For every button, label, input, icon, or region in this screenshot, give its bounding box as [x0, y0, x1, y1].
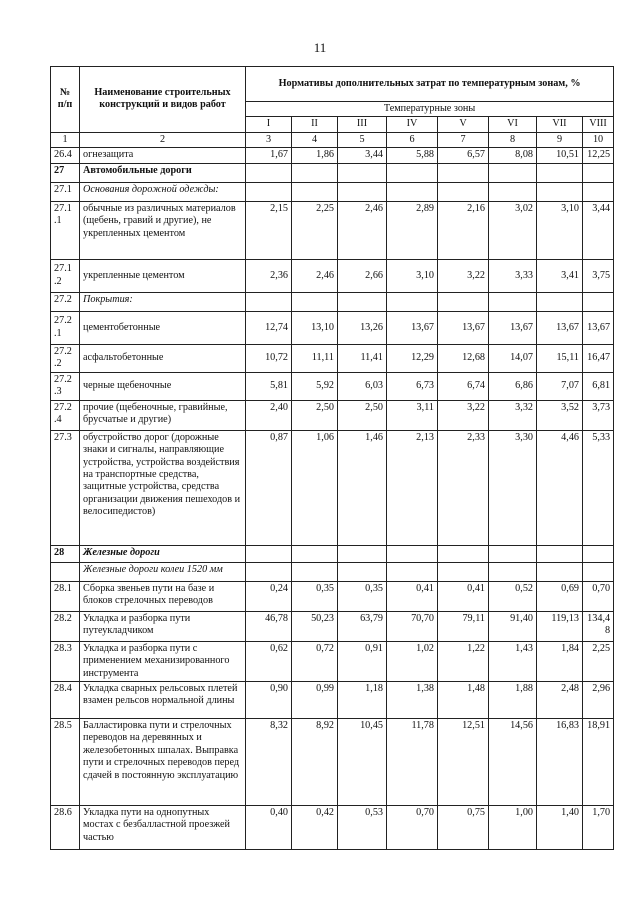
row-value-zone-3: 0,53 — [338, 805, 387, 849]
empty-cell — [246, 182, 292, 201]
row-value-zone-6: 0,52 — [489, 581, 537, 611]
row-name: Железные дороги — [80, 545, 246, 562]
row-value-zone-4: 1,38 — [387, 681, 438, 718]
row-value-zone-8: 2,25 — [583, 641, 614, 681]
row-value-zone-6: 3,33 — [489, 259, 537, 292]
row-value-zone-8: 134,4 8 — [583, 611, 614, 641]
row-value-zone-4: 1,02 — [387, 641, 438, 681]
row-code: 27.2 .3 — [51, 372, 80, 400]
row-value-zone-6: 1,00 — [489, 805, 537, 849]
row-value-zone-1: 0,90 — [246, 681, 292, 718]
row-value-zone-3: 3,44 — [338, 148, 387, 163]
row-value-zone-6: 13,67 — [489, 311, 537, 344]
row-value-zone-5: 2,16 — [438, 201, 489, 259]
row-value-zone-4: 3,11 — [387, 400, 438, 430]
row-value-zone-4: 0,41 — [387, 581, 438, 611]
row-name: Основания дорожной одежды: — [80, 182, 246, 201]
row-value-zone-6: 91,40 — [489, 611, 537, 641]
empty-cell — [387, 163, 438, 182]
row-code: 27.1 — [51, 182, 80, 201]
row-value-zone-1: 0,87 — [246, 430, 292, 545]
row-value-zone-4: 0,70 — [387, 805, 438, 849]
row-name: цементобетонные — [80, 311, 246, 344]
row-value-zone-6: 14,07 — [489, 344, 537, 372]
empty-cell — [338, 545, 387, 562]
row-value-zone-1: 1,67 — [246, 148, 292, 163]
row-value-zone-4: 3,10 — [387, 259, 438, 292]
row-value-zone-2: 0,42 — [292, 805, 338, 849]
row-value-zone-1: 12,74 — [246, 311, 292, 344]
row-value-zone-8: 3,44 — [583, 201, 614, 259]
row-value-zone-3: 13,26 — [338, 311, 387, 344]
empty-cell — [387, 562, 438, 581]
row-value-zone-1: 0,62 — [246, 641, 292, 681]
row-name: Железные дороги колеи 1520 мм — [80, 562, 246, 581]
row-value-zone-2: 0,99 — [292, 681, 338, 718]
row-value-zone-4: 13,67 — [387, 311, 438, 344]
row-value-zone-2: 13,10 — [292, 311, 338, 344]
table-row — [51, 641, 614, 681]
row-value-zone-5: 1,48 — [438, 681, 489, 718]
empty-cell — [338, 292, 387, 311]
row-value-zone-8: 16,47 — [583, 344, 614, 372]
empty-cell — [338, 562, 387, 581]
norms-table — [50, 66, 614, 850]
row-value-zone-4: 70,70 — [387, 611, 438, 641]
zone-header-5: V — [438, 117, 489, 132]
row-code: 28 — [51, 545, 80, 562]
row-name: Укладка сварных рельсовых плетей взамен рельсов нормальной длины — [80, 681, 246, 718]
row-value-zone-1: 2,15 — [246, 201, 292, 259]
row-value-zone-7: 3,41 — [537, 259, 583, 292]
row-value-zone-6: 3,32 — [489, 400, 537, 430]
row-value-zone-3: 6,03 — [338, 372, 387, 400]
empty-cell — [292, 182, 338, 201]
table-row — [51, 372, 614, 400]
row-value-zone-6: 1,88 — [489, 681, 537, 718]
row-value-zone-5: 13,67 — [438, 311, 489, 344]
table-row — [51, 581, 614, 611]
page-number: 11 — [313, 40, 327, 55]
row-value-zone-3: 11,41 — [338, 344, 387, 372]
row-value-zone-8: 3,73 — [583, 400, 614, 430]
row-value-zone-3: 2,46 — [338, 201, 387, 259]
empty-cell — [438, 292, 489, 311]
row-value-zone-7: 16,83 — [537, 718, 583, 805]
row-value-zone-8: 1,70 — [583, 805, 614, 849]
row-value-zone-3: 1,46 — [338, 430, 387, 545]
column-number-9: 9 — [537, 132, 583, 147]
zone-header-4: IV — [387, 117, 438, 132]
row-name: Сборка звеньев пути на базе и блоков стрелочных переводов — [80, 581, 246, 611]
row-value-zone-7: 13,67 — [537, 311, 583, 344]
row-value-zone-2: 0,72 — [292, 641, 338, 681]
row-value-zone-4: 12,29 — [387, 344, 438, 372]
row-value-zone-5: 0,41 — [438, 581, 489, 611]
empty-cell — [387, 545, 438, 562]
table-row — [51, 805, 614, 849]
column-number-3: 3 — [246, 132, 292, 147]
row-code — [51, 562, 80, 581]
row-name: Балластировка пути и стрелочных переводов на деревянных и железобетонных шпалах. Выправка пути и стрелочных переводов перед сдачей в постоянную эксплуатацию — [80, 718, 246, 805]
empty-cell — [489, 562, 537, 581]
empty-cell — [246, 562, 292, 581]
empty-cell — [387, 182, 438, 201]
row-value-zone-5: 1,22 — [438, 641, 489, 681]
row-value-zone-7: 3,10 — [537, 201, 583, 259]
row-code: 27 — [51, 163, 80, 182]
table-row — [51, 681, 614, 718]
row-value-zone-6: 14,56 — [489, 718, 537, 805]
row-code: 27.1 .1 — [51, 201, 80, 259]
row-value-zone-2: 2,25 — [292, 201, 338, 259]
row-value-zone-5: 3,22 — [438, 400, 489, 430]
row-value-zone-5: 0,75 — [438, 805, 489, 849]
row-value-zone-6: 8,08 — [489, 148, 537, 163]
row-value-zone-7: 1,84 — [537, 641, 583, 681]
row-value-zone-5: 6,57 — [438, 148, 489, 163]
row-value-zone-8: 12,25 — [583, 148, 614, 163]
row-name: Автомобильные дороги — [80, 163, 246, 182]
empty-cell — [583, 163, 614, 182]
row-value-zone-7: 10,51 — [537, 148, 583, 163]
row-value-zone-8: 0,70 — [583, 581, 614, 611]
row-value-zone-8: 3,75 — [583, 259, 614, 292]
row-value-zone-2: 8,92 — [292, 718, 338, 805]
column-number-7: 7 — [438, 132, 489, 147]
zone-header-8: VIII — [583, 117, 614, 132]
row-code: 27.2 .2 — [51, 344, 80, 372]
column-number-6: 6 — [387, 132, 438, 147]
row-value-zone-5: 3,22 — [438, 259, 489, 292]
row-value-zone-6: 1,43 — [489, 641, 537, 681]
row-value-zone-5: 12,68 — [438, 344, 489, 372]
row-name: Укладка и разборка пути путеукладчиком — [80, 611, 246, 641]
row-value-zone-3: 0,35 — [338, 581, 387, 611]
row-code: 28.1 — [51, 581, 80, 611]
row-value-zone-1: 0,40 — [246, 805, 292, 849]
table-row — [51, 259, 614, 292]
row-code: 28.3 — [51, 641, 80, 681]
empty-cell — [438, 562, 489, 581]
table-row — [51, 400, 614, 430]
row-code: 28.6 — [51, 805, 80, 849]
header-norms: Нормативы дополнительных затрат по температурным зонам, % — [246, 67, 614, 102]
header-column-numbers — [51, 132, 614, 147]
row-value-zone-7: 2,48 — [537, 681, 583, 718]
row-value-zone-4: 11,78 — [387, 718, 438, 805]
empty-cell — [537, 545, 583, 562]
row-name: огнезащита — [80, 148, 246, 163]
column-number-10: 10 — [583, 132, 614, 147]
row-code: 27.2 .1 — [51, 311, 80, 344]
empty-cell — [489, 292, 537, 311]
row-value-zone-5: 6,74 — [438, 372, 489, 400]
row-value-zone-1: 46,78 — [246, 611, 292, 641]
column-number-1: 1 — [51, 132, 80, 147]
row-value-zone-1: 0,24 — [246, 581, 292, 611]
row-value-zone-8: 6,81 — [583, 372, 614, 400]
row-value-zone-7: 4,46 — [537, 430, 583, 545]
row-value-zone-5: 12,51 — [438, 718, 489, 805]
row-value-zone-3: 0,91 — [338, 641, 387, 681]
row-value-zone-2: 2,46 — [292, 259, 338, 292]
table-body — [51, 148, 614, 850]
row-value-zone-8: 5,33 — [583, 430, 614, 545]
row-value-zone-3: 10,45 — [338, 718, 387, 805]
row-name: черные щебеночные — [80, 372, 246, 400]
table-row — [51, 182, 614, 201]
column-number-2: 2 — [80, 132, 246, 147]
empty-cell — [438, 163, 489, 182]
empty-cell — [489, 182, 537, 201]
empty-cell — [489, 163, 537, 182]
row-code: 27.2 .4 — [51, 400, 80, 430]
row-value-zone-2: 1,06 — [292, 430, 338, 545]
row-value-zone-4: 5,88 — [387, 148, 438, 163]
empty-cell — [292, 545, 338, 562]
empty-cell — [583, 182, 614, 201]
header-name: Наименование строительных конструкций и видов работ — [80, 67, 246, 133]
empty-cell — [338, 182, 387, 201]
row-code: 27.2 — [51, 292, 80, 311]
row-name: Покрытия: — [80, 292, 246, 311]
column-number-5: 5 — [338, 132, 387, 147]
table-row — [51, 430, 614, 545]
row-code: 27.3 — [51, 430, 80, 545]
table-row — [51, 718, 614, 805]
row-name: укрепленные цементом — [80, 259, 246, 292]
empty-cell — [537, 163, 583, 182]
row-value-zone-2: 5,92 — [292, 372, 338, 400]
row-value-zone-1: 2,40 — [246, 400, 292, 430]
zone-header-3: III — [338, 117, 387, 132]
row-code: 26.4 — [51, 148, 80, 163]
row-value-zone-1: 5,81 — [246, 372, 292, 400]
row-value-zone-6: 3,30 — [489, 430, 537, 545]
empty-cell — [246, 545, 292, 562]
row-code: 27.1 .2 — [51, 259, 80, 292]
empty-cell — [489, 545, 537, 562]
row-value-zone-2: 11,11 — [292, 344, 338, 372]
table-row — [51, 344, 614, 372]
empty-cell — [537, 562, 583, 581]
empty-cell — [292, 292, 338, 311]
row-value-zone-5: 2,33 — [438, 430, 489, 545]
table-row — [51, 148, 614, 163]
table-row — [51, 311, 614, 344]
empty-cell — [338, 163, 387, 182]
row-value-zone-7: 15,11 — [537, 344, 583, 372]
empty-cell — [537, 182, 583, 201]
empty-cell — [438, 182, 489, 201]
row-value-zone-4: 6,73 — [387, 372, 438, 400]
zone-header-1: I — [246, 117, 292, 132]
row-value-zone-1: 10,72 — [246, 344, 292, 372]
row-value-zone-4: 2,13 — [387, 430, 438, 545]
table-row — [51, 545, 614, 562]
empty-cell — [292, 562, 338, 581]
column-number-4: 4 — [292, 132, 338, 147]
empty-cell — [583, 292, 614, 311]
row-name: обустройство дорог (дорожные знаки и сигналы, направляющие устройства, устройства воздействия на транспортные средства, защитные устройства, средства организации движения пешеходов и велосипедистов) — [80, 430, 246, 545]
row-value-zone-8: 13,67 — [583, 311, 614, 344]
row-value-zone-7: 1,40 — [537, 805, 583, 849]
header-num: № п/п — [51, 67, 80, 133]
row-value-zone-3: 2,66 — [338, 259, 387, 292]
row-name: обычные из различных материалов (щебень, гравий и другие), не укрепленных цементом — [80, 201, 246, 259]
row-value-zone-7: 0,69 — [537, 581, 583, 611]
row-value-zone-7: 3,52 — [537, 400, 583, 430]
row-value-zone-3: 2,50 — [338, 400, 387, 430]
empty-cell — [537, 292, 583, 311]
table-row — [51, 292, 614, 311]
row-value-zone-3: 1,18 — [338, 681, 387, 718]
row-value-zone-2: 1,86 — [292, 148, 338, 163]
zone-header-7: VII — [537, 117, 583, 132]
row-value-zone-2: 50,23 — [292, 611, 338, 641]
empty-cell — [438, 545, 489, 562]
column-number-8: 8 — [489, 132, 537, 147]
row-value-zone-5: 79,11 — [438, 611, 489, 641]
row-value-zone-1: 2,36 — [246, 259, 292, 292]
empty-cell — [292, 163, 338, 182]
row-name: Укладка пути на однопутных мостах с безбалластной проезжей частью — [80, 805, 246, 849]
row-value-zone-7: 7,07 — [537, 372, 583, 400]
empty-cell — [583, 545, 614, 562]
table-row — [51, 201, 614, 259]
zone-header-6: VI — [489, 117, 537, 132]
empty-cell — [246, 163, 292, 182]
row-value-zone-1: 8,32 — [246, 718, 292, 805]
row-value-zone-8: 2,96 — [583, 681, 614, 718]
table-row — [51, 163, 614, 182]
row-name: прочие (щебеночные, гравийные, брусчатые и другие) — [80, 400, 246, 430]
row-value-zone-8: 18,91 — [583, 718, 614, 805]
row-code: 28.2 — [51, 611, 80, 641]
table-row — [51, 562, 614, 581]
row-value-zone-6: 3,02 — [489, 201, 537, 259]
row-code: 28.5 — [51, 718, 80, 805]
row-code: 28.4 — [51, 681, 80, 718]
row-name: Укладка и разборка пути с применением механизированного инструмента — [80, 641, 246, 681]
empty-cell — [387, 292, 438, 311]
row-value-zone-4: 2,89 — [387, 201, 438, 259]
empty-cell — [246, 292, 292, 311]
row-value-zone-6: 6,86 — [489, 372, 537, 400]
row-value-zone-3: 63,79 — [338, 611, 387, 641]
empty-cell — [583, 562, 614, 581]
header-zones-label: Температурные зоны — [246, 102, 614, 117]
zone-header-2: II — [292, 117, 338, 132]
row-value-zone-2: 2,50 — [292, 400, 338, 430]
row-value-zone-2: 0,35 — [292, 581, 338, 611]
row-value-zone-7: 119,13 — [537, 611, 583, 641]
table-row — [51, 611, 614, 641]
row-name: асфальтобетонные — [80, 344, 246, 372]
